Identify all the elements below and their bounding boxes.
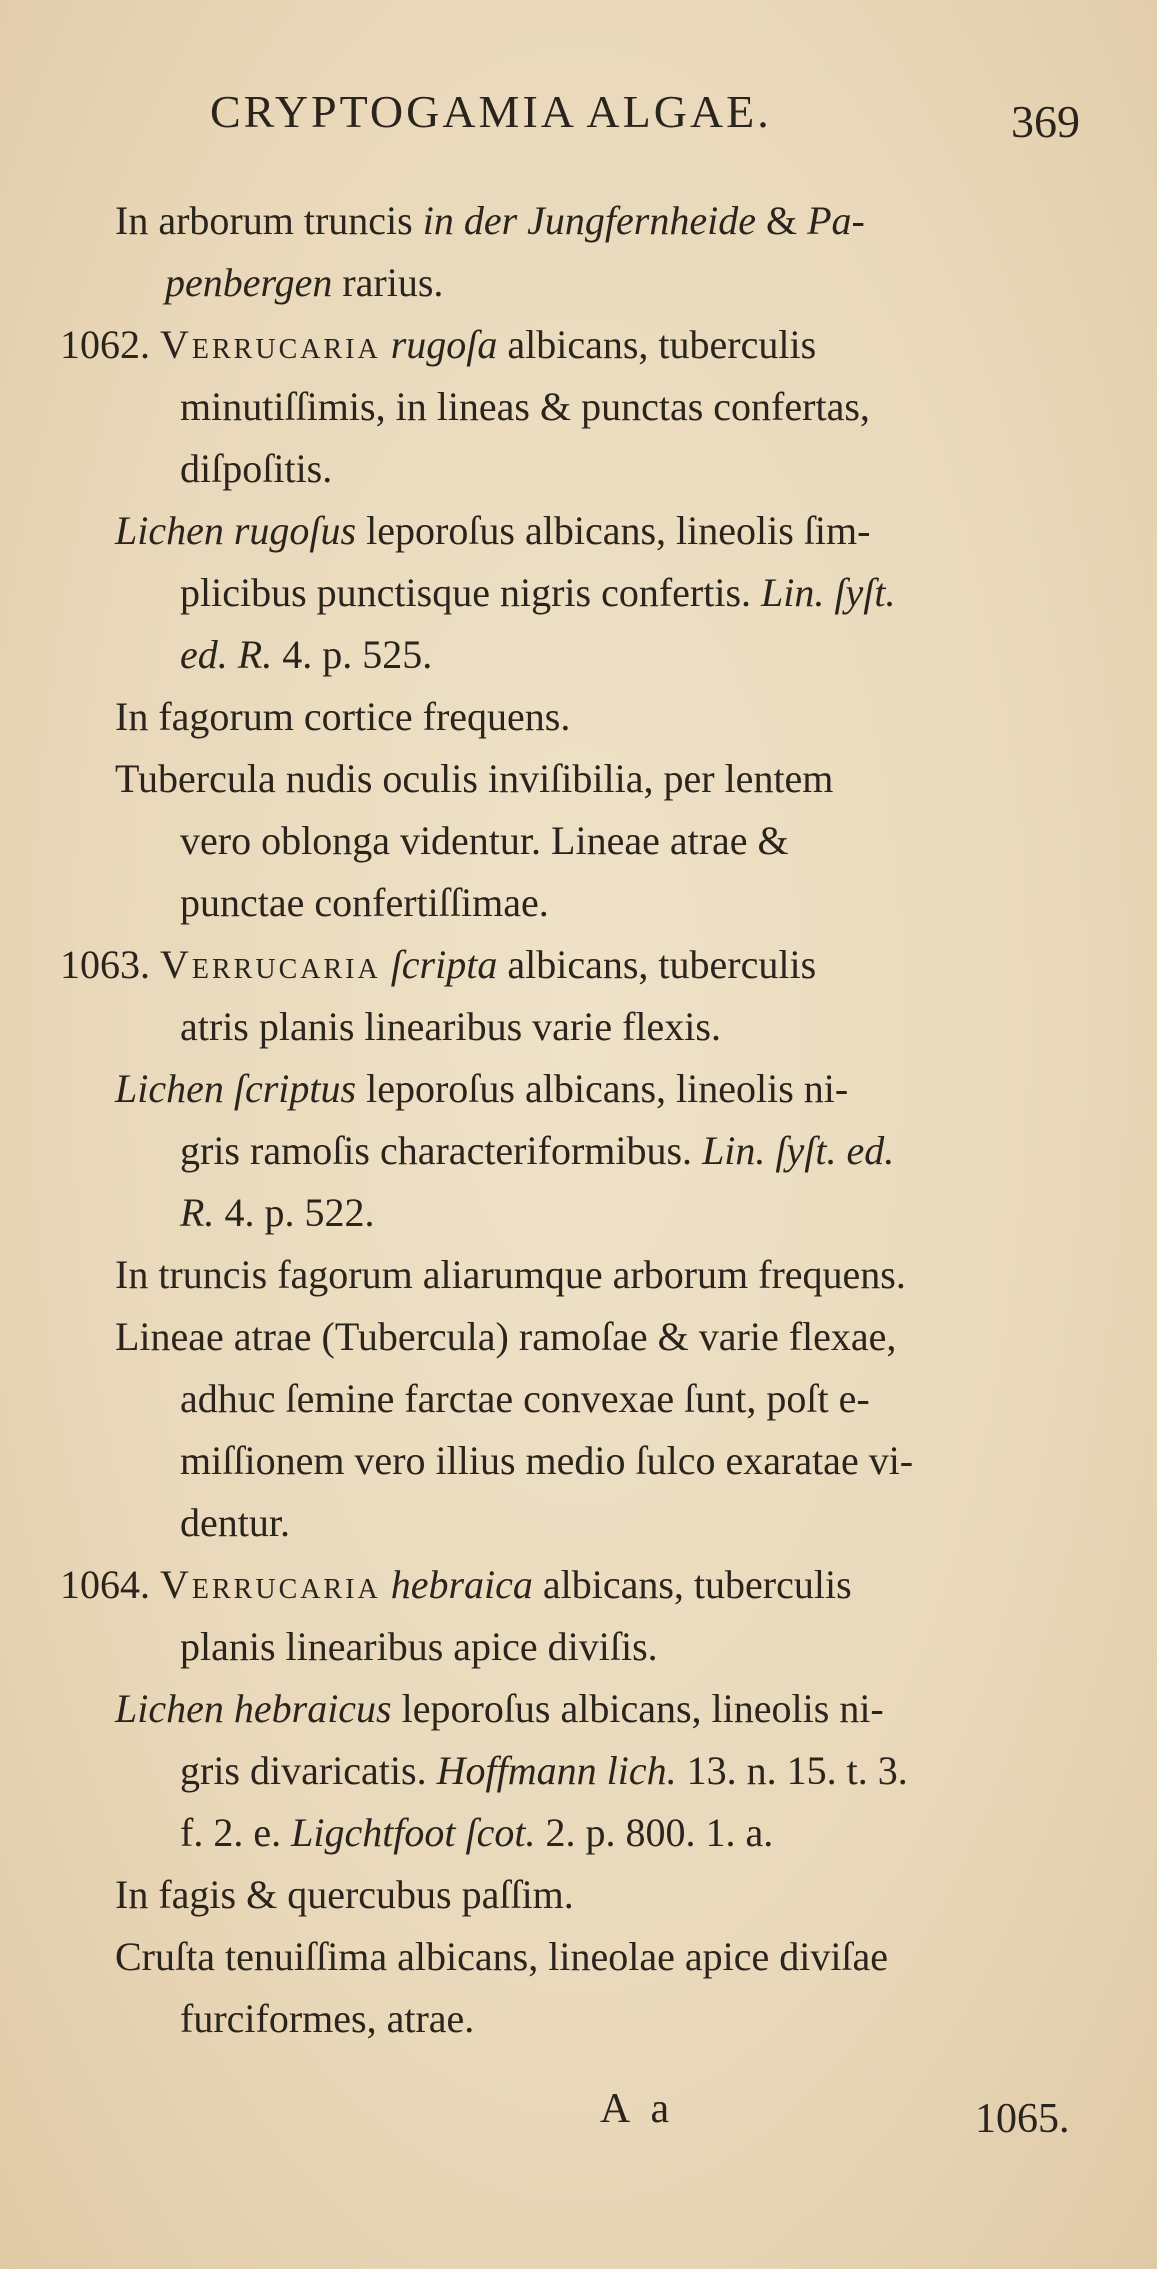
text-run: albicans, tuberculis bbox=[497, 322, 817, 367]
italic-text: R. bbox=[237, 632, 273, 677]
italic-text: Lichen ſcriptus bbox=[115, 1066, 357, 1111]
text-line bbox=[60, 1740, 1100, 1802]
text-run: 2. p. 800. 1. a. bbox=[535, 1810, 774, 1855]
text-run: 4. p. 525. bbox=[272, 632, 433, 677]
text-run: miſſionem vero illius medio ſulco exaratae vi- bbox=[180, 1438, 914, 1483]
page-number: 369 bbox=[1011, 96, 1080, 147]
italic-text: ed. bbox=[180, 632, 228, 677]
text-run: albicans, tuberculis bbox=[497, 942, 817, 987]
text-run: vero oblonga videntur. Lineae atrae & bbox=[180, 818, 789, 863]
text-run: 1064. bbox=[60, 1562, 160, 1607]
text-run: atris planis linearibus varie flexis. bbox=[180, 1004, 721, 1049]
text-run: furciformes, atrae. bbox=[180, 1996, 475, 2041]
signature-mark: A a bbox=[600, 2086, 676, 2132]
italic-text: R. bbox=[180, 1190, 215, 1235]
text-run: diſpoſitis. bbox=[180, 446, 333, 491]
text-run: punctae confertiſſimae. bbox=[180, 880, 549, 925]
text-run: 4. p. 522. bbox=[214, 1190, 375, 1235]
text-run: leporoſus albicans, lineolis ni- bbox=[356, 1066, 849, 1111]
text-run: gris divaricatis. bbox=[180, 1748, 437, 1793]
text-run: rarius. bbox=[332, 260, 444, 305]
text-run bbox=[228, 632, 238, 677]
text-line bbox=[60, 376, 1100, 438]
text-run: leporoſus albicans, lineolis ni- bbox=[391, 1686, 884, 1731]
text-run: gris ramoſis characteriformibus. bbox=[180, 1128, 703, 1173]
text-line bbox=[60, 1678, 1100, 1740]
text-line bbox=[60, 1988, 1100, 2050]
italic-text: Lin. ſyſt. ed. bbox=[702, 1128, 895, 1173]
text-line bbox=[60, 1182, 1100, 1244]
text-run: Lineae atrae (Tubercula) ramoſae & varie flexae, bbox=[115, 1314, 897, 1359]
running-title: CRYPTOGAMIA ALGAE. bbox=[210, 86, 772, 137]
text-line bbox=[60, 1926, 1100, 1988]
text-run: In fagorum cortice frequens. bbox=[115, 694, 571, 739]
italic-text: Lichen rugoſus bbox=[115, 508, 357, 553]
text-line bbox=[60, 1492, 1100, 1554]
text-line bbox=[60, 1368, 1100, 1430]
genus-name: Verrucaria bbox=[160, 942, 381, 987]
italic-text: Lichen hebraicus bbox=[115, 1686, 392, 1731]
text-run: minutiſſimis, in lineas & punctas confertas, bbox=[180, 384, 870, 429]
italic-text: Lin. ſyſt. bbox=[761, 570, 896, 615]
text-line bbox=[60, 996, 1100, 1058]
text-run: dentur. bbox=[180, 1500, 290, 1545]
text-line bbox=[60, 1306, 1100, 1368]
text-run: & bbox=[755, 198, 808, 243]
italic-text: hebraica bbox=[390, 1562, 533, 1607]
italic-text: rugoſa bbox=[390, 322, 498, 367]
text-line bbox=[60, 1802, 1100, 1864]
entry-heading-1063 bbox=[60, 934, 1100, 996]
text-line bbox=[60, 810, 1100, 872]
text-run: albicans, tuberculis bbox=[532, 1562, 852, 1607]
catchword: 1065. bbox=[975, 2096, 1070, 2142]
text-run: leporoſus albicans, lineolis ſim- bbox=[356, 508, 871, 553]
entry-heading-1064 bbox=[60, 1554, 1100, 1616]
text-line bbox=[60, 1058, 1100, 1120]
text-run bbox=[381, 1562, 391, 1607]
text-run: f. 2. e. bbox=[180, 1810, 292, 1855]
italic-text: ſcripta bbox=[390, 942, 498, 987]
text-line bbox=[60, 190, 1100, 252]
body-text bbox=[60, 190, 1100, 2050]
text-run bbox=[381, 942, 391, 987]
italic-text: penbergen bbox=[165, 260, 333, 305]
text-line bbox=[60, 500, 1100, 562]
text-line bbox=[60, 624, 1100, 686]
text-line bbox=[60, 438, 1100, 500]
text-run: 13. n. 15. t. 3. bbox=[676, 1748, 908, 1793]
text-run bbox=[381, 322, 391, 367]
text-run: planis linearibus apice diviſis. bbox=[180, 1624, 658, 1669]
text-run: In truncis fagorum aliarumque arborum frequens. bbox=[115, 1252, 906, 1297]
text-line bbox=[60, 748, 1100, 810]
text-run: In arborum truncis bbox=[115, 198, 423, 243]
text-run: In fagis & quercubus paſſim. bbox=[115, 1872, 574, 1917]
text-line bbox=[60, 1430, 1100, 1492]
entry-heading-1062 bbox=[60, 314, 1100, 376]
text-run: adhuc ſemine farctae convexae ſunt, poſt e- bbox=[180, 1376, 870, 1421]
text-line bbox=[60, 1120, 1100, 1182]
text-line bbox=[60, 686, 1100, 748]
genus-name: Verrucaria bbox=[160, 322, 381, 367]
text-run: Cruſta tenuiſſima albicans, lineolae apice diviſae bbox=[115, 1934, 889, 1979]
page-footer bbox=[0, 2085, 1157, 2155]
text-line bbox=[60, 252, 1100, 314]
italic-text: in der Jungfernheide bbox=[422, 198, 756, 243]
text-run: 1062. bbox=[60, 322, 160, 367]
italic-text: Pa- bbox=[807, 198, 865, 243]
text-line bbox=[60, 872, 1100, 934]
text-line bbox=[60, 1244, 1100, 1306]
text-line bbox=[60, 1864, 1100, 1926]
text-run: Tubercula nudis oculis inviſibilia, per lentem bbox=[115, 756, 834, 801]
italic-text: Hoffmann lich. bbox=[436, 1748, 677, 1793]
text-run: plicibus punctisque nigris confertis. bbox=[180, 570, 762, 615]
genus-name: Verrucaria bbox=[160, 1562, 381, 1607]
page-header bbox=[210, 85, 1080, 165]
text-line bbox=[60, 1616, 1100, 1678]
text-line bbox=[60, 562, 1100, 624]
text-run: 1063. bbox=[60, 942, 160, 987]
italic-text: Ligchtfoot ſcot. bbox=[291, 1810, 536, 1855]
